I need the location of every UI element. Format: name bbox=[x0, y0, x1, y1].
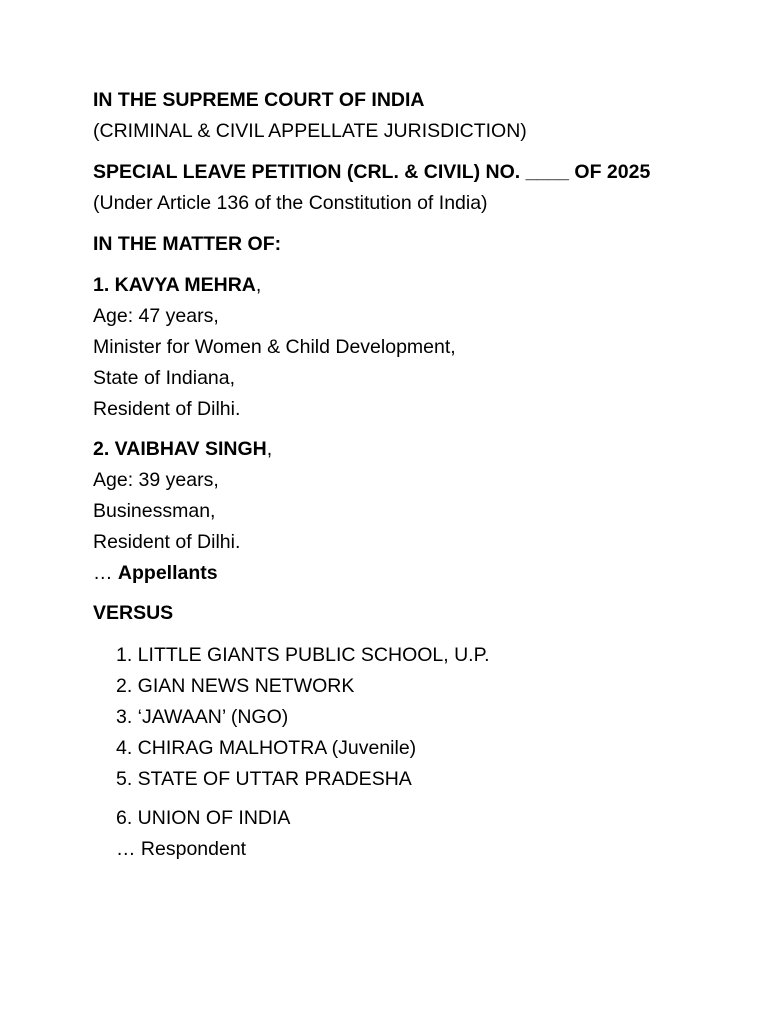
ellipsis: … bbox=[93, 562, 118, 584]
respondent-item: 5. STATE OF UTTAR PRADESHA bbox=[116, 768, 412, 790]
appellant-age: Age: 39 years, bbox=[93, 469, 219, 491]
petition-header bbox=[93, 157, 650, 219]
versus-heading: VERSUS bbox=[93, 602, 174, 624]
respondent-item: 4. CHIRAG MALHOTRA (Juvenile) bbox=[116, 737, 417, 759]
respondents-list bbox=[116, 640, 490, 795]
petition-article: (Under Article 136 of the Constitution of India) bbox=[93, 192, 488, 214]
appellant-occupation: Businessman, bbox=[93, 500, 216, 522]
respondent-label: … Respondent bbox=[116, 838, 247, 860]
respondents-list-continued bbox=[116, 803, 290, 865]
appellant-occupation: Minister for Women & Child Development, bbox=[93, 336, 456, 358]
petition-title: SPECIAL LEAVE PETITION (CRL. & CIVIL) NO. ____ OF 2025 bbox=[93, 161, 651, 183]
appellant-age: Age: 47 years, bbox=[93, 305, 219, 327]
respondent-item: 2. GIAN NEWS NETWORK bbox=[116, 675, 355, 697]
appellant-name: 1. KAVYA MEHRA bbox=[93, 274, 256, 296]
appellants-label-line bbox=[93, 558, 272, 589]
appellants-label: Appellants bbox=[117, 562, 218, 584]
appellant-residence: Resident of Dilhi. bbox=[93, 398, 241, 420]
court-title: IN THE SUPREME COURT OF INDIA bbox=[93, 89, 425, 111]
appellant-2 bbox=[93, 434, 272, 589]
court-header bbox=[93, 85, 527, 147]
respondent-item: 3. ‘JAWAAN’ (NGO) bbox=[116, 706, 289, 728]
appellant-1 bbox=[93, 270, 456, 425]
appellant-residence: Resident of Dilhi. bbox=[93, 531, 241, 553]
matter-heading: IN THE MATTER OF: bbox=[93, 233, 282, 255]
matter-heading-block bbox=[93, 229, 281, 260]
respondent-item: 6. UNION OF INDIA bbox=[116, 807, 291, 829]
appellant-comma: , bbox=[266, 438, 273, 460]
appellant-name-line bbox=[93, 270, 456, 301]
appellant-state: State of Indiana, bbox=[93, 367, 236, 389]
court-jurisdiction: (CRIMINAL & CIVIL APPELLATE JURISDICTION) bbox=[93, 120, 527, 142]
appellant-name-line bbox=[93, 434, 272, 465]
respondent-item: 1. LITTLE GIANTS PUBLIC SCHOOL, U.P. bbox=[116, 644, 490, 666]
appellant-name: 2. VAIBHAV SINGH bbox=[93, 438, 267, 460]
versus-block bbox=[93, 598, 173, 629]
appellant-comma: , bbox=[255, 274, 262, 296]
